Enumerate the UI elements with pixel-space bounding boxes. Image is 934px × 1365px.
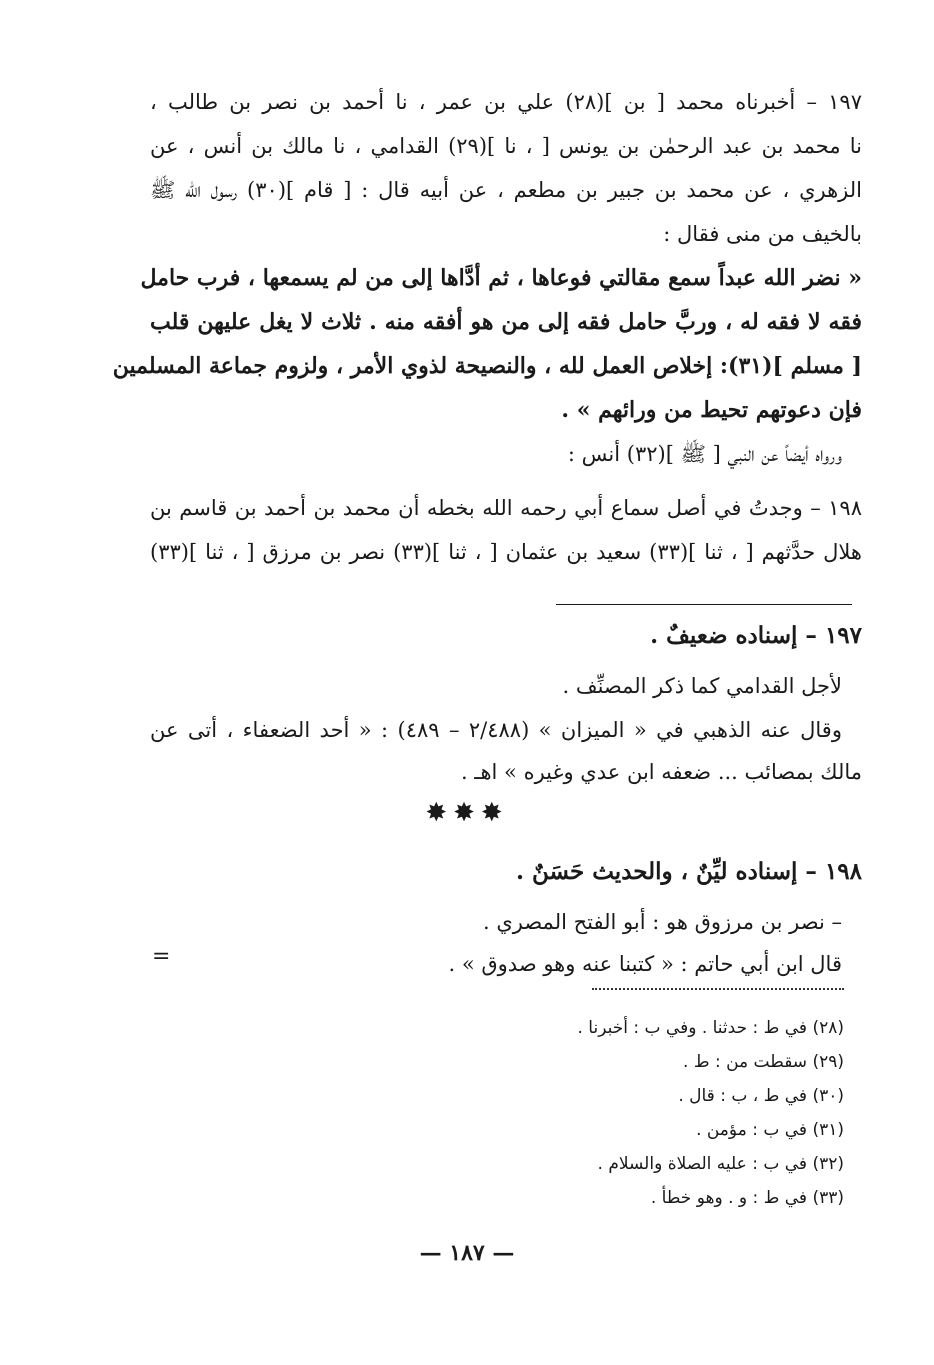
commentary-line: وقال عنه الذهبي في « الميزان » (٢/٤٨٨ – ٤٨٩) : « أحد الضعفاء ، أتى عن: [150, 718, 842, 742]
commentary-line: قال ابن أبي حاتم : « كتبنا عنه وهو صدوق » .: [448, 952, 842, 976]
footnote-separator: [556, 604, 852, 605]
hadith-matn-line: « نضر الله عبداً سمع مقالتي فوعاها ، ثم أدَّاها إلى من لم يسمعها ، فرب حامل: [140, 265, 862, 291]
footnote: (٣٠) في ط ، ب : قال .: [678, 1086, 844, 1106]
commentary-heading: ١٩٧ – إسناده ضعيفٌ .: [650, 622, 862, 649]
footnote: (٢٨) في ط : حدثنا . وفي ب : أخبرنا .: [577, 1018, 844, 1038]
hadith-line: ١٩٨ – وجدتُ في أصل سماع أبي رحمه الله بخطه أن محمد بن أحمد بن قاسم بن: [150, 496, 862, 520]
hadith-line: بالخيف من منى فقال :: [663, 222, 862, 246]
commentary-line: – نصر بن مرزوق هو : أبو الفتح المصري .: [482, 910, 842, 934]
hadith-line: هلال حدَّثهم [ ، ثنا ](٣٣) سعيد بن عثمان [ ، ثنا ](٣٣) نصر بن مرزق [ ، ثنا ](٣٣): [150, 540, 863, 564]
continuation-mark: =: [152, 944, 171, 969]
footnote-dotted-rule: [592, 988, 844, 990]
page-number: — ١٨٧ —: [419, 1240, 515, 1266]
commentary-line: مالك بمصائب ... ضعفه ابن عدي وغيره » اهـ .: [460, 760, 862, 784]
footnote: (٢٩) سقطت من : ط .: [683, 1052, 844, 1072]
hadith-line: ١٩٧ – أخبرناه محمد [ بن ](٢٨) علي بن عمر ، نا أحمد بن نصر بن طالب ،: [150, 90, 862, 114]
section-divider-stars: ✸✸✸: [425, 798, 509, 828]
commentary-heading: ١٩٨ – إسناده ليِّنٌ ، والحديث حَسَنٌ .: [515, 858, 862, 885]
footnote: (٣٢) في ب : عليه الصلاة والسلام .: [597, 1154, 844, 1174]
hadith-matn-line: فإن دعوتهم تحيط من ورائهم » .: [561, 397, 862, 423]
hadith-matn-line: [ مسلم ](٣١): إخلاص العمل لله ، والنصيحة لذوي الأمر ، ولزوم جماعة المسلمين: [112, 353, 862, 379]
commentary-line: لأجل القدامي كما ذكر المصنِّف .: [562, 674, 842, 698]
footnote: (٣٣) في ط : و . وهو خطأ .: [650, 1188, 844, 1208]
hadith-matn-line: فقه لا فقه له ، وربَّ حامل فقه إلى من هو أفقه منه . ثلاث لا يغل عليهن قلب: [150, 309, 862, 335]
hadith-line: الزهري ، عن محمد بن جبير بن مطعم ، عن أبيه قال : [ قام ](٣٠) رسول الله ﷺ: [150, 178, 862, 202]
hadith-line: نا محمد بن عبد الرحمٰن بن يونس [ ، نا ](٢٩) القدامي ، نا مالك بن أنس ، عن: [150, 134, 862, 158]
footnote: (٣١) في ب : مؤمن .: [696, 1120, 844, 1140]
hadith-line: ورواه أيضاً عن النبي [ ﷺ ](٣٢) أنس :: [567, 442, 842, 466]
